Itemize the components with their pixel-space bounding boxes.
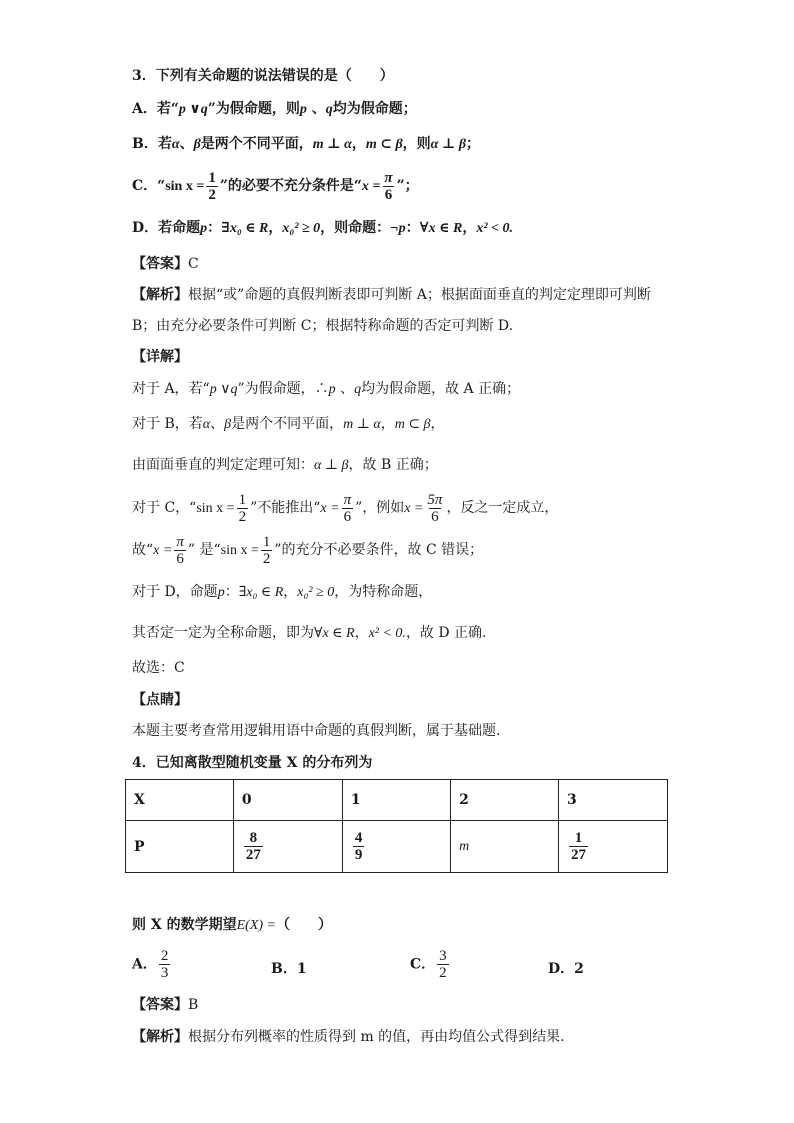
numerator: 8 (249, 830, 258, 846)
math: x² < 0. (476, 221, 514, 236)
analysis-text: 根据“或”命题的真假判断表即可判断 A；根据面面垂直的判定定理即可判断 (188, 287, 651, 303)
math: β (224, 417, 232, 432)
math: m ⊥ α (343, 417, 381, 432)
text: ”为假命题，则 (207, 101, 300, 117)
fraction (261, 534, 273, 567)
math: α (171, 137, 180, 152)
option-4d: D．2 (548, 961, 584, 977)
math: x = (361, 179, 381, 194)
text: 均为假命题，故 A 正确； (361, 381, 521, 397)
table-cell (558, 821, 667, 873)
denominator: 9 (354, 847, 363, 863)
math: p (217, 585, 225, 600)
fraction (237, 492, 249, 525)
detail-line-6: 对于 D，命题p：∃x₀ ∈ R，x₀² ≥ 0，为特称命题， (132, 584, 433, 600)
text: ，则命题： (320, 220, 391, 236)
math: sin x = (220, 543, 259, 558)
math: m ⊥ α (312, 137, 352, 152)
table-cell: X (126, 780, 234, 821)
text: ； (466, 136, 480, 152)
fraction (382, 170, 394, 203)
fraction (353, 830, 365, 863)
denominator: 2 (208, 186, 216, 203)
numerator: 3 (439, 948, 447, 964)
math: sin x = (165, 179, 205, 194)
text: ”不能推出“ (250, 500, 321, 516)
text: 均为假命题； (332, 101, 417, 117)
math: ∃x₀ ∈ R (238, 585, 284, 600)
table-cell: 1 (342, 780, 450, 821)
text: ”为假命题，∴ (237, 381, 329, 397)
option-4a (132, 948, 172, 981)
text: 是两个不同平面， (231, 416, 344, 432)
math: x = (153, 543, 173, 558)
denominator: 2 (238, 508, 247, 525)
fraction (159, 948, 171, 981)
analysis-label: 【解析】 (132, 287, 188, 303)
text: （ ） (276, 917, 332, 933)
text: 对于 A，若“ (132, 381, 210, 397)
math: ∀x ∈ R (314, 626, 355, 641)
fraction (569, 830, 588, 863)
text: 对于 D，命题 (132, 584, 218, 600)
detail-line-2: 对于 B，若α、β是两个不同平面，m ⊥ α，m ⊂ β， (132, 416, 445, 432)
table-row (126, 780, 668, 821)
detail-line-8: 故选：C (132, 660, 185, 676)
text: ”，例如 (355, 500, 405, 516)
analysis-text: 根据分布列概率的性质得到 m 的值，再由均值公式得到结果. (188, 1029, 565, 1045)
answer-label: 【答案】 (132, 997, 188, 1013)
text: ”； (396, 178, 419, 194)
fraction (437, 948, 449, 981)
text: 故“ (132, 542, 154, 558)
fraction (244, 830, 263, 863)
question-4-stem (132, 915, 332, 936)
fraction (174, 534, 186, 567)
math: α (202, 417, 211, 432)
math: β (193, 137, 201, 152)
text: 则 X 的数学期望 (132, 917, 237, 933)
answer-3 (132, 254, 199, 274)
math: p ∨q (209, 382, 238, 397)
math: p (328, 382, 336, 397)
math: m ⊂ β (394, 417, 431, 432)
math: m (459, 839, 470, 854)
analysis-label: 【解析】 (132, 1029, 188, 1045)
denominator: 3 (160, 965, 169, 981)
comment-text: 本题主要考查常用逻辑用语中命题的真假判断，属于基础题. (132, 723, 501, 739)
text: 是两个不同平面， (200, 136, 313, 152)
denominator: 2 (439, 965, 447, 981)
option-4c (410, 948, 451, 981)
fraction (206, 170, 218, 203)
question-4-title: 4．已知离散型随机变量 X 的分布列为 (132, 755, 373, 771)
text: ： (207, 220, 222, 236)
option-3a (132, 99, 417, 120)
numerator: π (343, 491, 352, 508)
numerator: 5π (427, 491, 443, 508)
detail-line-7: 其否定一定为全称命题，即为∀x ∈ R，x² < 0.，故 D 正确. (132, 625, 487, 641)
numerator: π (384, 169, 393, 186)
math: x² < 0. (368, 626, 406, 641)
text: C．“ (132, 178, 166, 194)
answer-value: C (188, 256, 199, 272)
table-cell (233, 821, 342, 873)
answer-label: 【答案】 (132, 256, 188, 272)
text: 、 (306, 101, 326, 117)
math: m ⊂ β (365, 137, 403, 152)
text: ，为特称命题， (334, 584, 433, 600)
numerator: 1 (238, 491, 247, 508)
option-3c (132, 168, 419, 205)
text: D．若命题 (132, 220, 201, 236)
fraction (342, 492, 354, 525)
math: α ⊥ β (430, 137, 466, 152)
detail-line-1: 对于 A，若“p ∨q”为假命题，∴p 、q均为假命题，故 A 正确； (132, 381, 521, 397)
text: A．若“ (132, 101, 179, 117)
math: ∃x₀ ∈ R (221, 221, 269, 236)
math: x = (320, 501, 340, 516)
numerator: 4 (354, 830, 363, 846)
math: ¬p (390, 221, 406, 236)
option-3d: D．若命题p：∃x₀ ∈ R，x₀² ≥ 0，则命题：¬p：∀x ∈ R，x² < 0. (132, 220, 514, 236)
denominator: 6 (431, 508, 439, 525)
detail-line-3 (132, 455, 438, 476)
option-3b: B．若α、β是两个不同平面，m ⊥ α，m ⊂ β，则α ⊥ β； (132, 136, 480, 152)
numerator: π (176, 533, 184, 550)
table-cell: 0 (233, 780, 342, 821)
text: C． (410, 956, 436, 973)
table-cell: P (126, 821, 234, 873)
text: ” 是“ (187, 542, 221, 558)
detail-line-4 (132, 490, 558, 527)
denominator: 27 (570, 847, 586, 863)
table-cell: 3 (558, 780, 667, 821)
numerator: 1 (208, 169, 216, 186)
text: ，则 (402, 136, 431, 152)
math: p (200, 221, 208, 236)
text: 其否定一定为全称命题，即为 (132, 625, 314, 641)
math: q (325, 102, 333, 117)
text: ，反之一定成立， (446, 500, 559, 516)
math: x = (404, 501, 424, 516)
question-3-title: 3．下列有关命题的说法错误的是（ ） (132, 68, 394, 84)
table-cell (342, 821, 450, 873)
comment-label: 【点睛】 (132, 692, 188, 708)
math: ∀x ∈ R (419, 221, 463, 236)
denominator: 6 (384, 186, 393, 203)
analysis-3-line1 (132, 285, 651, 305)
denominator: 2 (262, 550, 271, 567)
math: sin x = (196, 501, 235, 516)
table-cell (451, 821, 559, 873)
text: 、 (179, 136, 194, 152)
text: ，故 D 正确. (405, 625, 487, 641)
text: ”的必要不充分条件是“ (219, 178, 362, 194)
math: x₀² ≥ 0 (282, 221, 321, 236)
numerator: 2 (160, 948, 169, 964)
option-4b: B．1 (271, 961, 307, 977)
answer-value: B (188, 997, 199, 1013)
text: 对于 B，若 (132, 416, 203, 432)
numerator: 1 (574, 830, 583, 846)
table-row (126, 821, 668, 873)
detail-line-5 (132, 532, 483, 569)
text: B．若 (132, 136, 172, 152)
denominator: 27 (245, 847, 261, 863)
analysis-3-line2: B；由充分必要条件可判断 C；根据特称命题的否定可判断 D. (132, 318, 514, 334)
text: A． (132, 956, 157, 973)
fraction (425, 492, 444, 525)
numerator: 1 (262, 533, 271, 550)
text: ”的充分不必要条件，故 C 错误； (274, 542, 484, 558)
text: 对于 C，“ (132, 500, 197, 516)
denominator: 6 (176, 550, 184, 567)
math: E(X) = (236, 918, 276, 933)
math: q (354, 382, 362, 397)
detail-label: 【详解】 (132, 349, 188, 365)
math: p ∨q (178, 102, 208, 117)
math: x₀² ≥ 0 (297, 585, 335, 600)
math: α ⊥ β (314, 458, 349, 473)
answer-4 (132, 995, 198, 1015)
text: ，故 B 正确； (348, 457, 438, 473)
distribution-table (125, 779, 668, 873)
text: 由面面垂直的判定定理可知： (132, 457, 314, 473)
analysis-4 (132, 1027, 565, 1047)
table-cell: 2 (451, 780, 559, 821)
math: p (299, 102, 307, 117)
denominator: 6 (343, 508, 352, 525)
